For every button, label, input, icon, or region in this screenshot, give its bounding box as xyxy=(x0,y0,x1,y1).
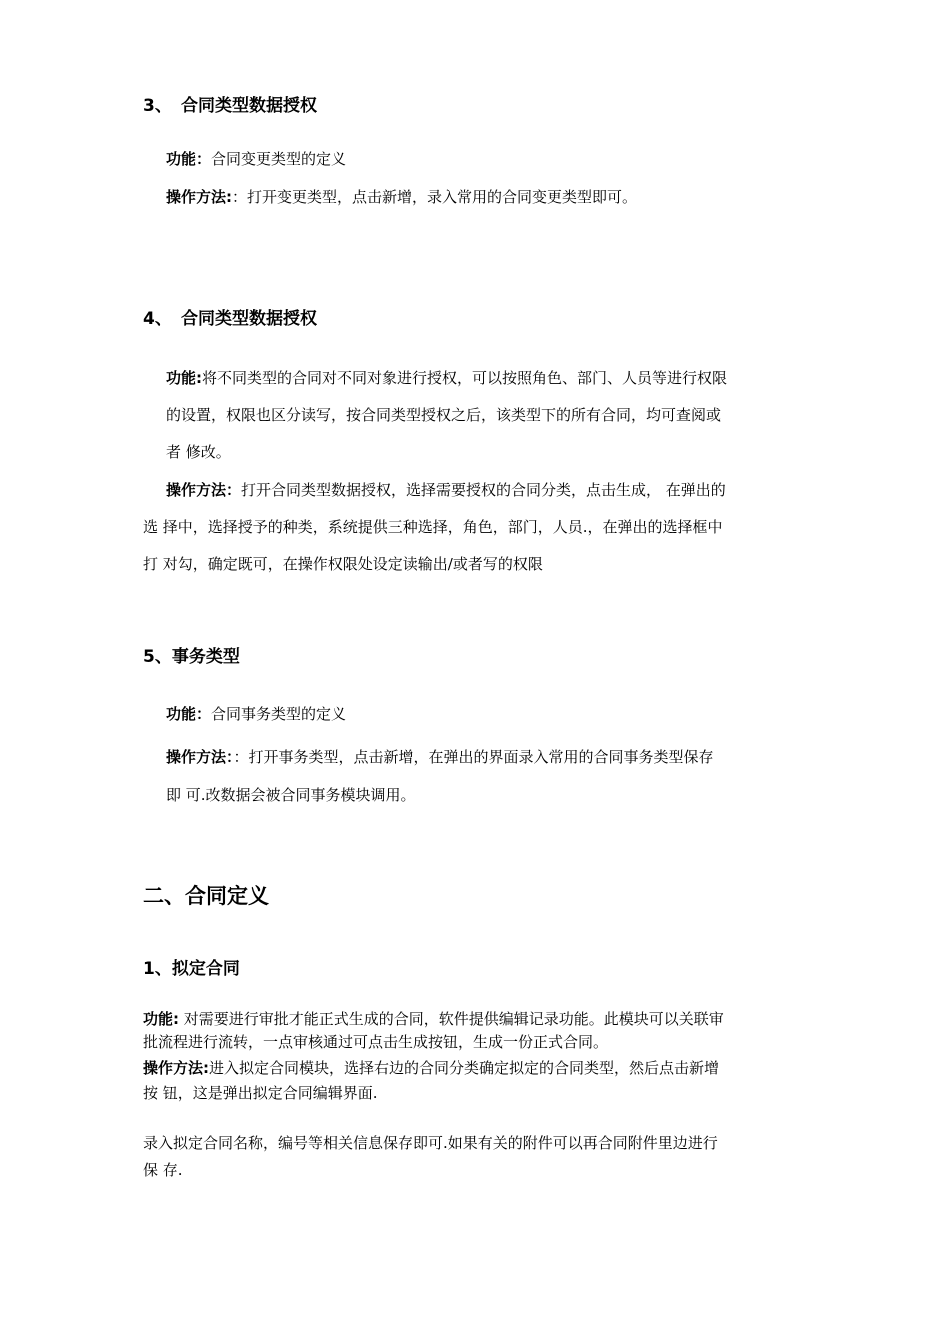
operation-text-line-1: ：打开事务类型，点击新增，在弹出的界面录入常用的合同事务类型保存 xyxy=(233,748,714,766)
function-text-line-2: 的设置，权限也区分读写，按合同类型授权之后，该类型下的所有合同，均可查阅或 xyxy=(166,406,722,424)
function-text: 合同事务类型的定义 xyxy=(211,705,347,723)
function-label: 功能: xyxy=(166,369,202,387)
section-4-title: 合同类型数据授权 xyxy=(181,309,317,329)
section-4-operation-rest xyxy=(143,509,723,583)
section-4-operation-first xyxy=(166,472,726,509)
subsection-1-function xyxy=(143,1008,724,1054)
function-label: 功能： xyxy=(166,705,212,723)
function-text-line-2: 批流程进行流转，一点审核通过可点击生成按钮，生成一份正式合同。 xyxy=(143,1033,609,1051)
section-3-number: 3、 xyxy=(143,96,172,116)
function-label: 功能: xyxy=(143,1010,179,1028)
section-3-heading xyxy=(143,95,317,117)
subsection-1-operation xyxy=(143,1056,719,1106)
operation-text-line-1: 进入拟定合同模块，选择右边的合同分类确定拟定的合同类型，然后点击新增 xyxy=(209,1059,720,1077)
function-text-line-1: 对需要进行审批才能正式生成的合同，软件提供编辑记录功能。此模块可以关联审 xyxy=(179,1010,724,1028)
subsection-1-heading: 1、拟定合同 xyxy=(143,959,240,979)
note-text-line-2: 保 存. xyxy=(143,1161,183,1179)
section-3-operation xyxy=(166,186,637,207)
operation-label: 操作方法: xyxy=(166,188,232,206)
section-5-title: 5、事务类型 xyxy=(143,647,240,667)
function-label: 功能： xyxy=(166,150,212,168)
section-3-function xyxy=(166,148,346,169)
operation-label: 操作方法： xyxy=(166,481,242,499)
section-4-number: 4、 xyxy=(143,309,172,329)
function-text: 合同变更类型的定义 xyxy=(211,150,347,168)
note-text-line-1: 录入拟定合同名称，编号等相关信息保存即可.如果有关的附件可以再合同附件里边进行 xyxy=(143,1134,718,1152)
operation-text-line-2: 按 钮，这是弹出拟定合同编辑界面. xyxy=(143,1084,378,1102)
operation-label: 操作方法： xyxy=(166,748,234,766)
section-3-title: 合同类型数据授权 xyxy=(181,96,317,116)
operation-text: ：打开变更类型，点击新增，录入常用的合同变更类型即可。 xyxy=(232,188,638,206)
section-4-function xyxy=(166,360,727,471)
function-text-line-1: 将不同类型的合同对不同对象进行授权，可以按照角色、部门、人员等进行权限 xyxy=(202,369,728,387)
section-5-operation xyxy=(166,738,714,814)
operation-text-line-2: 选 择中，选择授予的种类，系统提供三种选择，角色，部门，人员.，在弹出的选择框中 xyxy=(143,518,723,536)
operation-label: 操作方法: xyxy=(143,1059,209,1077)
section-5-heading xyxy=(143,646,240,668)
section-5-function xyxy=(166,703,346,724)
operation-text-line-2: 即 可.改数据会被合同事务模块调用。 xyxy=(166,786,416,804)
section-4-heading xyxy=(143,308,317,330)
operation-text-line-1: 打开合同类型数据授权，选择需要授权的合同分类，点击生成， 在弹出的 xyxy=(241,481,726,499)
subsection-1-note xyxy=(143,1130,718,1184)
part-2-heading: 二、合同定义 xyxy=(143,884,269,908)
operation-text-line-3: 打 对勾，确定既可，在操作权限处设定读输出/或者写的权限 xyxy=(143,555,543,573)
function-text-line-3: 者 修改。 xyxy=(166,443,231,461)
